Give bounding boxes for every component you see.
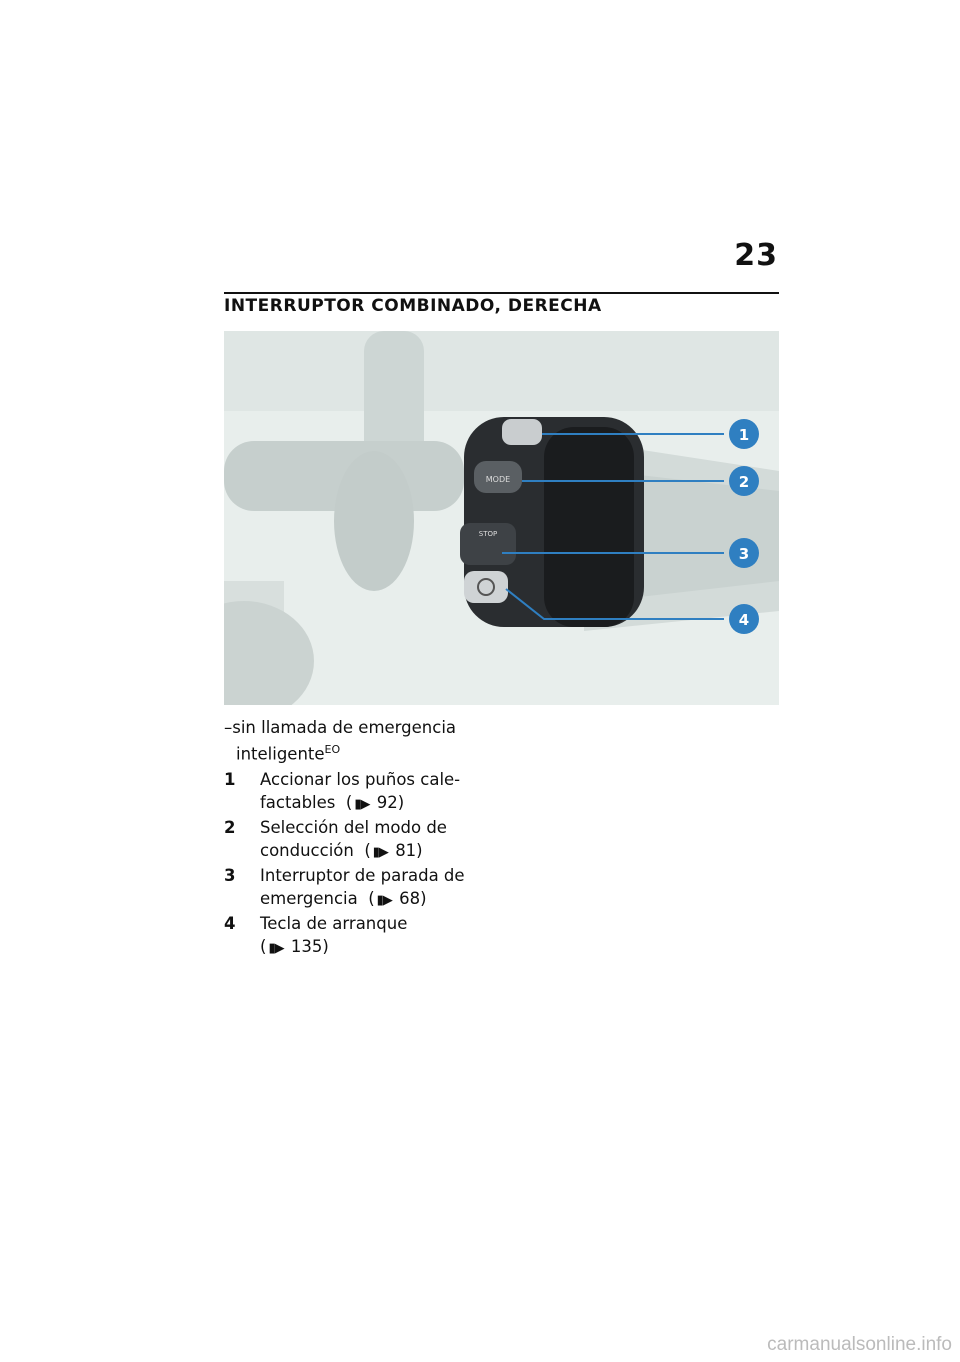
callout-2-label: 2	[738, 473, 750, 491]
page-reference-link[interactable]: 81)	[395, 841, 423, 860]
callout-1-label: 1	[738, 426, 750, 444]
variant-note	[224, 717, 484, 766]
handlebar-switch-photo	[224, 331, 779, 705]
page-reference-link[interactable]: 68)	[399, 889, 427, 908]
page-reference-arrow-icon: ▮▶	[372, 845, 388, 860]
page-number: 23	[734, 238, 778, 273]
variant-line-2: inteligente$^{EO}$	[236, 743, 341, 764]
heated-grips-button	[502, 419, 542, 445]
page-reference-link[interactable]: 135)	[290, 937, 329, 956]
variant-superscript: EO	[324, 743, 341, 756]
page-reference-arrow-icon: ▮▶	[376, 893, 392, 908]
stop-switch-label: STOP	[478, 530, 498, 538]
starter-button	[464, 571, 508, 603]
variant-line-1: –sin llamada de emergencia	[224, 718, 457, 737]
legend-item: 2 Selección del modo de conducción ( ▮▶ 81)	[224, 818, 447, 860]
callout-3-label: 3	[738, 545, 750, 563]
legend-item: 3 Interruptor de parada de emergencia ( ▮▶ 68)	[224, 866, 465, 908]
page-reference-arrow-icon: ▮▶	[268, 941, 284, 956]
legend-item: 1 Accionar los puños cale- factables ( ▮▶ 92)	[224, 770, 461, 812]
watermark: carmanualsonline.info	[767, 1334, 952, 1355]
callout-4-label: 4	[738, 611, 750, 629]
mode-button-label: MODE	[485, 475, 511, 484]
section-title: INTERRUPTOR COMBINADO, DERECHA	[224, 296, 602, 316]
header-rule	[224, 292, 779, 294]
page-reference-link[interactable]: 92)	[376, 793, 405, 812]
legend-item: 4 Tecla de arranque ( ▮▶ 135)	[224, 914, 408, 956]
callout-legend	[224, 768, 484, 960]
page-reference-arrow-icon: ▮▶	[354, 797, 370, 812]
